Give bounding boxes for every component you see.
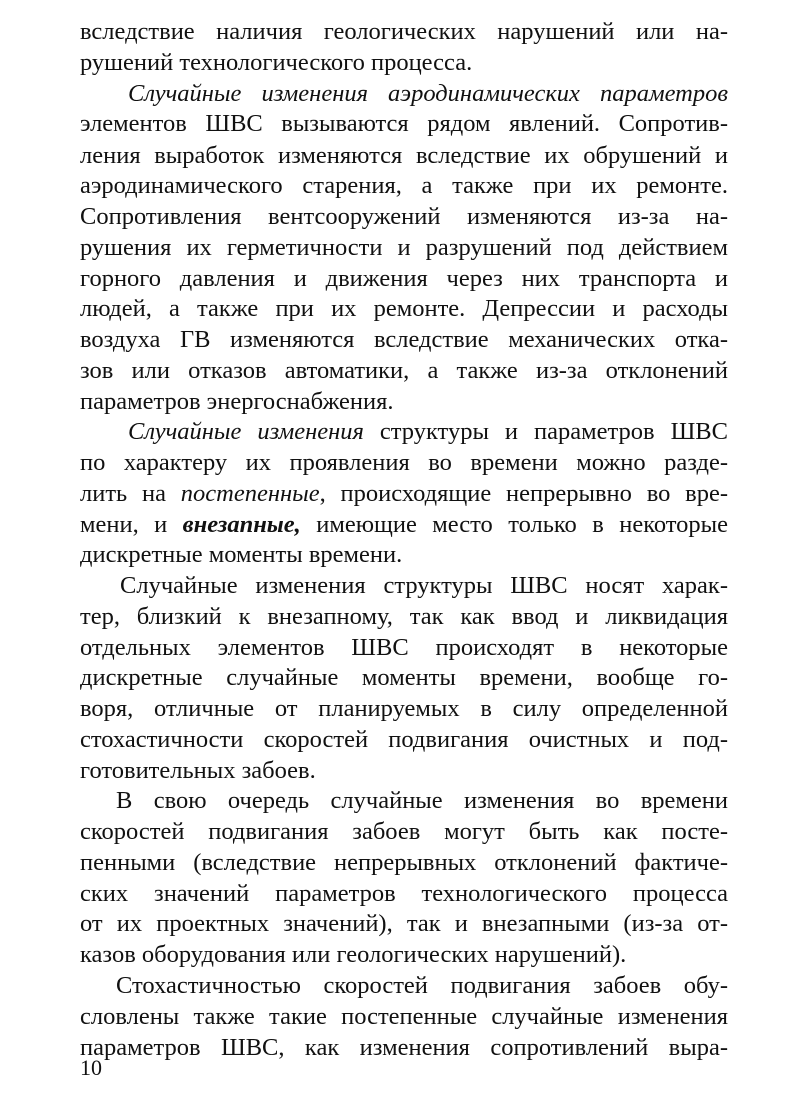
text-segment: горного давления и движения через них транспорта и	[80, 265, 728, 292]
text-segment: параметров ШВС, как изменения сопротивлений выра-	[80, 1034, 728, 1061]
text-line	[80, 908, 728, 940]
text-line	[80, 509, 728, 541]
text-segment: Стохастичностью скоростей подвигания забоев обу-	[116, 972, 728, 999]
text-segment: ления выработок изменяются вследствие их обрушений и	[80, 142, 728, 169]
text-segment: аэродинамического старения, а также при их ремонте.	[80, 172, 728, 199]
text-line	[128, 78, 728, 110]
text-line	[80, 16, 728, 48]
text-line	[80, 939, 728, 971]
text-line	[80, 201, 728, 233]
text-segment: мени, и	[80, 511, 183, 538]
text-segment: людей, а также при их ремонте. Депрессии и расходы	[80, 295, 728, 322]
text-line	[116, 785, 728, 817]
text-segment: воря, отличные от планируемых в силу определенной	[80, 695, 728, 722]
text-segment: отдельных элементов ШВС происходят в некоторые	[80, 634, 728, 661]
emphasized-text: Случайные изменения аэродинамических параметров	[128, 80, 728, 107]
text-segment: от их проектных значений), так и внезапными (из-за от-	[80, 910, 728, 937]
text-segment: рушения их герметичности и разрушений под действием	[80, 234, 728, 261]
text-line	[80, 324, 728, 356]
text-segment: лить на	[80, 480, 181, 507]
page-number: 10	[80, 1055, 102, 1080]
text-line	[80, 386, 728, 418]
text-line	[80, 293, 728, 325]
text-segment: структуры и параметров ШВС	[363, 418, 728, 445]
text-line	[80, 601, 728, 633]
text-line	[80, 816, 728, 848]
text-segment: ских значений параметров технологического процесса	[80, 880, 728, 907]
text-segment: готовительных забоев.	[80, 757, 316, 784]
text-segment: элементов ШВС вызываются рядом явлений. Сопротив-	[80, 110, 728, 137]
text-segment: вследствие наличия геологических нарушений или на-	[80, 18, 728, 45]
text-line	[80, 539, 728, 571]
text-line	[80, 232, 728, 264]
text-segment: В свою очередь случайные изменения во времени	[116, 787, 728, 814]
text-segment: зов или отказов автоматики, а также из-за отклонений	[80, 357, 728, 384]
text-line	[80, 847, 728, 879]
text-segment: дискретные моменты времени.	[80, 541, 403, 568]
text-line	[80, 108, 728, 140]
text-segment: Сопротивления вентсооружений изменяются из-за на-	[80, 203, 728, 230]
text-segment: воздуха ГВ изменяются вследствие механических отка-	[80, 326, 728, 353]
text-line	[80, 878, 728, 910]
text-segment: тер, близкий к внезапному, так как ввод и ликвидация	[80, 603, 728, 630]
text-segment: по характеру их проявления во времени можно разде-	[80, 449, 728, 476]
text-line	[116, 970, 728, 1002]
text-segment: , происходящие непрерывно во вре-	[319, 480, 728, 507]
text-segment: скоростей подвигания забоев могут быть как посте-	[80, 818, 728, 845]
text-line	[120, 570, 728, 602]
text-line	[80, 355, 728, 387]
text-line	[80, 170, 728, 202]
text-line	[80, 755, 728, 787]
text-line	[80, 1001, 728, 1033]
emphasized-text: постепенные	[180, 480, 320, 507]
text-segment: имеющие место только в некоторые	[300, 511, 728, 538]
text-line	[80, 47, 728, 79]
text-line	[80, 140, 728, 172]
text-line	[80, 1032, 728, 1064]
text-segment: словлены также такие постепенные случайные изменения	[80, 1003, 728, 1030]
text-line	[80, 478, 728, 510]
text-segment: пенными (вследствие непрерывных отклонений фактиче-	[80, 849, 728, 876]
emphasized-text: Случайные изменения	[128, 418, 364, 445]
emphasized-text: внезапные,	[182, 511, 301, 538]
text-segment: дискретные случайные моменты времени, вообще го-	[80, 664, 728, 691]
text-segment: параметров энергоснабжения.	[80, 388, 394, 415]
text-line	[80, 263, 728, 295]
text-line	[128, 416, 728, 448]
text-line	[80, 693, 728, 725]
text-line	[80, 724, 728, 756]
text-line	[80, 632, 728, 664]
text-line	[80, 662, 728, 694]
text-line	[80, 447, 728, 479]
text-segment: Случайные изменения структуры ШВС носят харак-	[120, 572, 728, 599]
text-segment: казов оборудования или геологических нарушений).	[80, 941, 627, 968]
text-segment: рушений технологического процесса.	[80, 49, 473, 76]
text-segment: стохастичности скоростей подвигания очистных и под-	[80, 726, 728, 753]
